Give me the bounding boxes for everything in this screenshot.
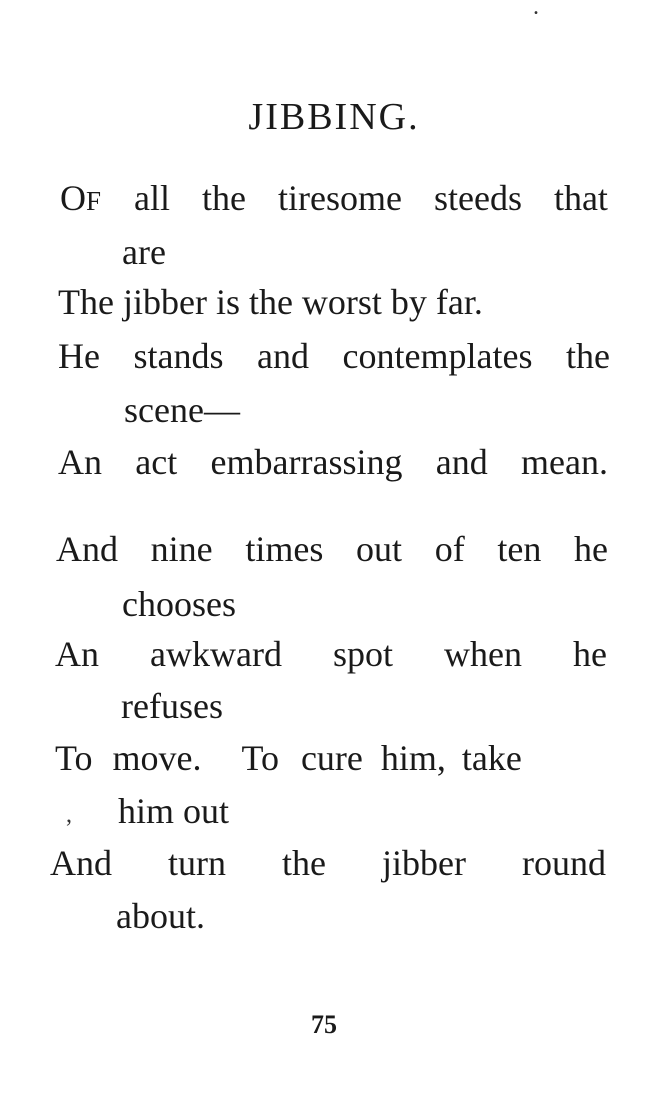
- stanza2-line1-cont: chooses: [122, 584, 236, 624]
- stanza1-line2: The jibber is the worst by far.: [58, 282, 483, 322]
- stanza2-line2: An awkward spot when he: [55, 634, 607, 674]
- stanza2-line4-cont: about.: [116, 896, 205, 936]
- stanza1-line3: He stands and contemplates the: [58, 336, 610, 376]
- page-number: 75: [311, 1010, 337, 1039]
- poem-title: JIBBING.: [248, 96, 420, 138]
- stanza1-line1-cont: are: [122, 232, 166, 272]
- stanza1-line4: An act embarrassing and mean.: [58, 442, 608, 482]
- drop-word: OF: [60, 178, 103, 218]
- stanza1-line1: OF all the tiresome steeds that: [60, 178, 608, 218]
- ink-mark-margin: ,: [66, 802, 72, 828]
- stanza2-line3: To move. To cure him, take: [55, 738, 522, 778]
- stanza2-line2-cont: refuses: [121, 686, 223, 726]
- ink-speck-top: .: [533, 0, 539, 20]
- stanza2-line3-cont: him out: [118, 791, 230, 831]
- stanza2-line4: And turn the jibber round: [50, 843, 606, 883]
- stanza2-line1: And nine times out of ten he: [56, 529, 608, 569]
- stanza1-line3-cont: scene—: [124, 390, 240, 430]
